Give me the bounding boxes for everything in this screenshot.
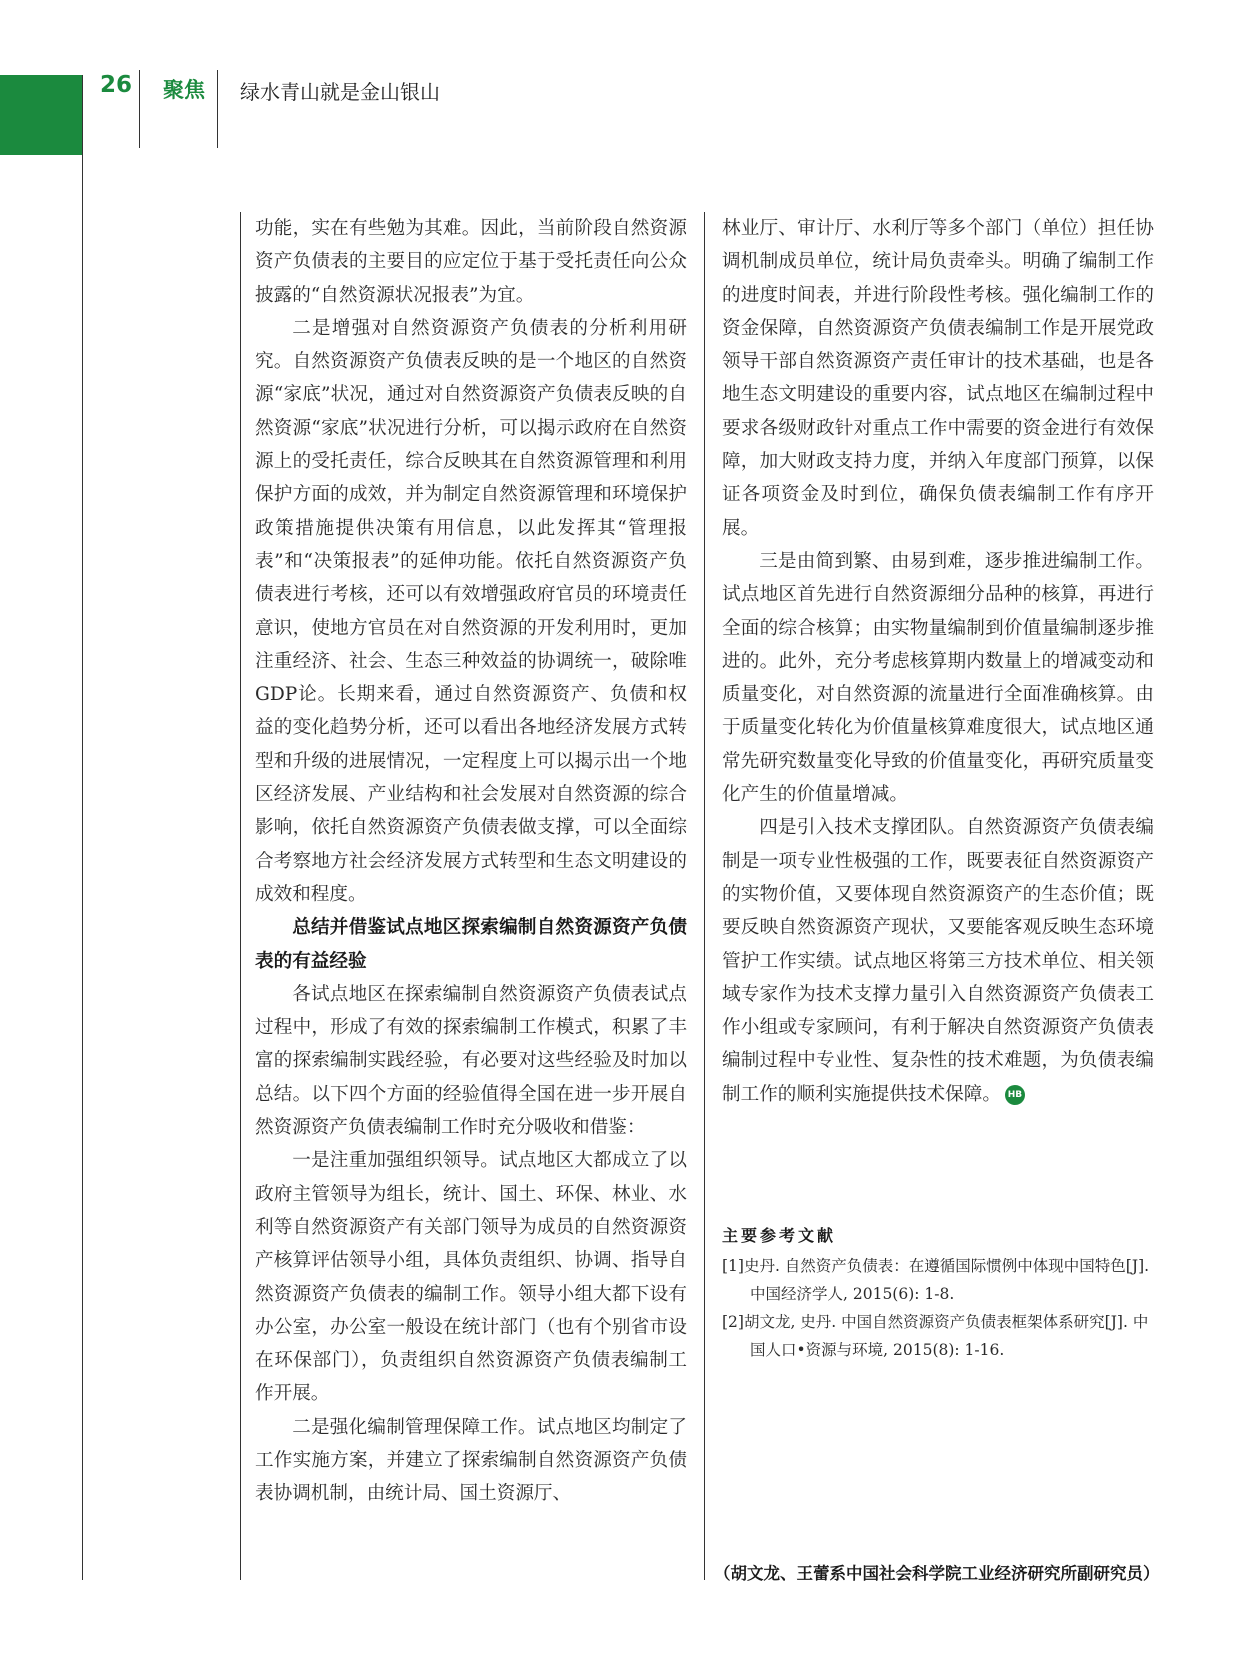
references [722, 1222, 1162, 1364]
column-rule-middle [704, 212, 705, 1580]
running-title: 绿水青山就是金山银山 [240, 80, 440, 104]
paragraph: 一是注重加强组织领导。试点地区大都成立了以政府主管领导为组长，统计、国土、环保、林业、水利等自然资源资产有关部门领导为成员的自然资源资产核算评估领导小组，具体负责组织、协调、指导自然资源资产负债表的编制工作。领导小组大都下设有办公室，办公室一般设在统计部门（也有个别省市设在环保部门），负责组织自然资源资产负债表编制工作开展。 [255, 1150, 687, 1405]
section-label: 聚焦 [163, 78, 205, 102]
paragraph: 二是强化编制管理保障工作。试点地区均制定了工作实施方案，并建立了探索编制自然资源资产负债表协调机制，由统计局、国土资源厅、 [255, 1416, 687, 1505]
paragraph [722, 811, 1154, 1111]
reference-item: [2]胡文龙, 史丹. 中国自然资源资产负债表框架体系研究[J]. 中国人口•资源与环境, 2015(8): 1-16. [722, 1313, 1149, 1359]
header-color-block [0, 75, 82, 155]
end-of-article-icon: HB [1005, 1085, 1025, 1105]
header-divider-1 [139, 70, 140, 148]
page-number: 26 [100, 72, 133, 98]
paragraph-text: 四是引入技术支撑团队。自然资源资产负债表编制是一项专业性极强的工作，既要表征自然资源资产的实物价值，又要体现自然资源资产的生态价值；既要反映自然资源资产现状，又要能客观反映生态环境管护工作实绩。试点地区将第三方技术单位、相关领域专家作为技术支撑力量引入自然资源资产负债表工作小组或专家顾问，有利于解决自然资源资产负债表编制过程中专业性、复杂性的技术难题，为负债表编制工作的顺利实施提供技术保障。 [722, 817, 1154, 1105]
paragraph: 二是增强对自然资源资产负债表的分析利用研究。自然资源资产负债表反映的是一个地区的自然资源“家底”状况，通过对自然资源资产负债表反映的自然资源“家底”状况进行分析，可以揭示政府在自然资源上的受托责任，综合反映其在自然资源管理和利用保护方面的成效，并为制定自然资源管理和环境保护政策措施提供决策有用信息，以此发挥其“管理报表”和“决策报表”的延伸功能。依托自然资源资产负债表进行考核，还可以有效增强政府官员的环境责任意识，使地方官员在对自然资源的开发利用时，更加注重经济、社会、生态三种效益的协调统一，破除唯GDP论。长期来看，通过自然资源资产、负债和权益的变化趋势分析，还可以看出各地经济发展方式转型和升级的进展情况，一定程度上可以揭示出一个地区经济发展、产业结构和社会发展对自然资源的综合影响，依托自然资源资产负债表做支撑，可以全面综合考察地方社会经济发展方式转型和生态文明建设的成效和程度。 [255, 317, 687, 905]
paragraph: 三是由简到繁、由易到难，逐步推进编制工作。试点地区首先进行自然资源细分品种的核算，再进行全面的综合核算；由实物量编制到价值量编制逐步推进的。此外，充分考虑核算期内数量上的增减变动和质量变化，对自然资源的流量进行全面准确核算。由于质量变化转化为价值量核算难度很大，试点地区通常先研究数量变化导致的价值量变化，再研究质量变化产生的价值量增减。 [722, 550, 1154, 806]
left-column [255, 212, 687, 1511]
right-column [722, 212, 1154, 1111]
column-rule-left [240, 212, 241, 1580]
paragraph: 林业厅、审计厅、水利厅等多个部门（单位）担任协调机制成员单位，统计局负责牵头。明确了编制工作的进度时间表，并进行阶段性考核。强化编制工作的资金保障，自然资源资产负债表编制工作是开展党政领导干部自然资源资产责任审计的技术基础，也是各地生态文明建设的重要内容，试点地区在编制过程中要求各级财政针对重点工作中需要的资金进行有效保障，加大财政支持力度，并纳入年度部门预算，以保证各项资金及时到位，确保负债表编制工作有序开展。 [722, 218, 1154, 539]
left-margin-rule [82, 75, 83, 1580]
reference-item: [1]史丹. 自然资产负债表：在遵循国际惯例中体现中国特色[J]. 中国经济学人, 2015(6): 1-8. [722, 1257, 1150, 1303]
paragraph: 各试点地区在探索编制自然资源资产负债表试点过程中，形成了有效的探索编制工作模式，积累了丰富的探索编制实践经验，有必要对这些经验及时加以总结。以下四个方面的经验值得全国在进一步开展自然资源资产负债表编制工作时充分吸收和借鉴： [255, 983, 687, 1139]
references-title: 主要参考文献 [722, 1226, 837, 1245]
section-heading: 总结并借鉴试点地区探索编制自然资源资产负债表的有益经验 [255, 917, 687, 972]
author-note: （胡文龙、王蕾系中国社会科学院工业经济研究所副研究员） [714, 1564, 1160, 1583]
paragraph: 功能，实在有些勉为其难。因此，当前阶段自然资源资产负债表的主要目的应定位于基于受托责任向公众披露的“自然资源状况报表”为宜。 [255, 218, 687, 306]
header-divider-2 [217, 70, 218, 148]
